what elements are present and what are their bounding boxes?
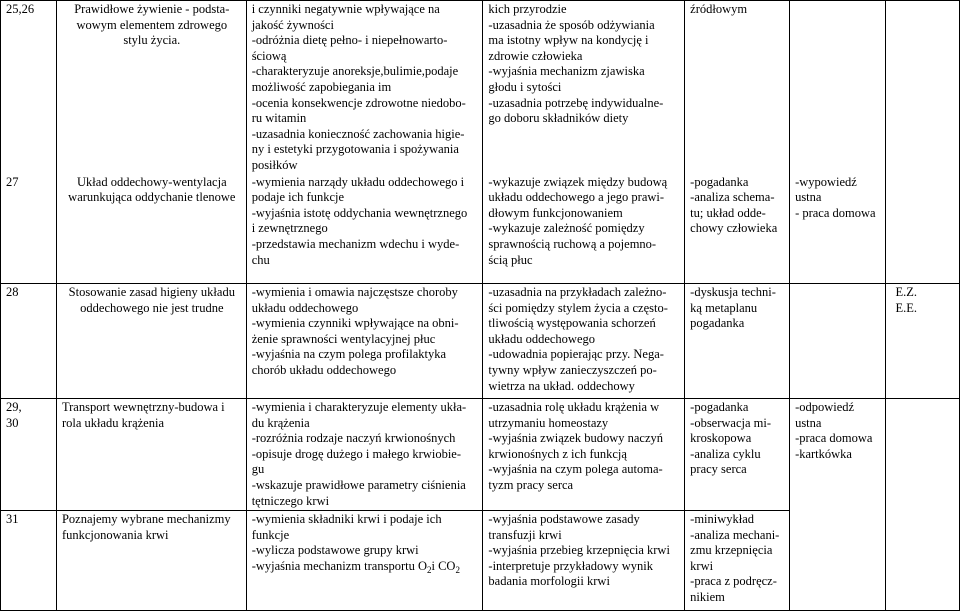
notes-text: E.Z. E.E. [895,285,917,315]
lesson-outcomes: -wykazuje związek między budową układu oddechowego a jego prawi- dłowym funkcjonowaniem -wykazuje zależność pomiędzy sprawnością ruchową a pojemno- ścią płuc [483,174,685,284]
table-row [1,174,960,284]
lesson-methods: -miniwykład -analiza mechani- zmu krzepnięcia krwi -praca z podręcz- nikiem [685,511,790,611]
lesson-topic: Układ oddechowy-wentylacja warunkująca oddychanie tlenowe [56,174,246,284]
lesson-notes [885,399,959,511]
lesson-outcomes: -uzasadnia na przykładach zależno- ści pomiędzy stylem życia a często- tliwością występowania schorzeń układu oddechowego -udowadnia popierając przy. Nega- tywny wpływ zanieczyszczeń po- wietrza na układ. oddechowy [483,284,685,399]
lesson-control: -wypowiedź ustna - praca domowa [790,174,886,284]
lesson-outcomes: -wyjaśnia podstawowe zasady transfuzji krwi -wyjaśnia przebieg krzepnięcia krwi -interpretuje przykładowy wynik badania morfologii krwi [483,511,685,611]
lesson-notes [885,511,959,611]
lesson-content [246,511,483,611]
lesson-control [790,284,886,399]
lesson-topic: Transport wewnętrzny-budowa i rola układu krążenia [56,399,246,511]
lesson-topic: Stosowanie zasad higieny układu oddechowego nie jest trudne [56,284,246,399]
lesson-outcomes: -uzasadnia rolę układu krążenia w utrzymaniu homeostazy -wyjaśnia związek budowy naczyń krwionośnych z ich funkcją -wyjaśnia na czym polega automa- tyzm pracy serca [483,399,685,511]
table-row [1,511,960,611]
lesson-content: -wymienia i charakteryzuje elementy ukła- du krążenia -rozróżnia rodzaje naczyń krwionośnych -opisuje drogę dużego i małego krwiobie- gu -wskazuje prawidłowe parametry ciśnienia tętniczego krwi [246,399,483,511]
lesson-content: -wymienia narządy układu oddechowego i podaje ich funkcje -wyjaśnia istotę oddychania wewnętrznego i zewnętrznego -przedstawia mechanizm wdechu i wyde- chu [246,174,483,284]
lesson-methods: -pogadanka -analiza schema- tu; układ odde- chowy człowieka [685,174,790,284]
lesson-number: 31 [1,511,57,611]
lesson-control [790,511,886,611]
lesson-number: 29, 30 [1,399,57,511]
lesson-notes [885,174,959,284]
lesson-methods: źródłowym [685,1,790,174]
lesson-methods: -dyskusja techni- ką metaplanu pogadanka [685,284,790,399]
subscript-2: 2 [455,564,460,575]
lesson-control: -odpowiedź ustna -praca domowa -kartkówka [790,399,886,511]
lesson-control [790,1,886,174]
subscript-2: 2 [426,564,432,575]
lesson-topic: Poznajemy wybrane mechanizmy funkcjonowania krwi [56,511,246,611]
lesson-number: 28 [1,284,57,399]
lesson-number: 27 [1,174,57,284]
table-row [1,399,960,511]
lesson-topic: Prawidłowe żywienie - podsta- wowym elementem zdrowego stylu życia. [56,1,246,174]
lesson-outcomes: kich przyrodzie -uzasadnia że sposób odżywiania ma istotny wpływ na kondycję i zdrowie człowieka -wyjaśnia mechanizm zjawiska głodu i sytości -uzasadnia potrzebę indywidualne- go doboru składników diety [483,1,685,174]
table-row [1,1,960,174]
lesson-notes [885,284,959,399]
lesson-notes [885,1,959,174]
content-text-mid: i CO [431,558,456,573]
table-row [1,284,960,399]
lesson-number: 25,26 [1,1,57,174]
lesson-methods: -pogadanka -obserwacja mi- kroskopowa -analiza cyklu pracy serca [685,399,790,511]
lesson-content: -wymienia i omawia najczęstsze choroby układu oddechowego -wymienia czynniki wpływające na obni- żenie sprawności wentylacyjnej płuc -wyjaśnia na czym polega profilaktyka chorób układu oddechowego [246,284,483,399]
content-text: -wymienia składniki krwi i podaje ich funkcje -wylicza podstawowe grupy krwi -wyjaśnia mechanizm transportu O [251,512,442,573]
lesson-content: i czynniki negatywnie wpływające na jakość żywności -odróżnia dietę pełno- i niepełnowarto- ściową -charakteryzuje anoreksje,bulimie,podaje możliwość zapobiegania im -ocenia konsekwencje zdrowotne niedobo- ru witamin -uzasadnia konieczność zachowania higie- ny i estetyki przygotowania i spożywania posiłków [246,1,483,174]
